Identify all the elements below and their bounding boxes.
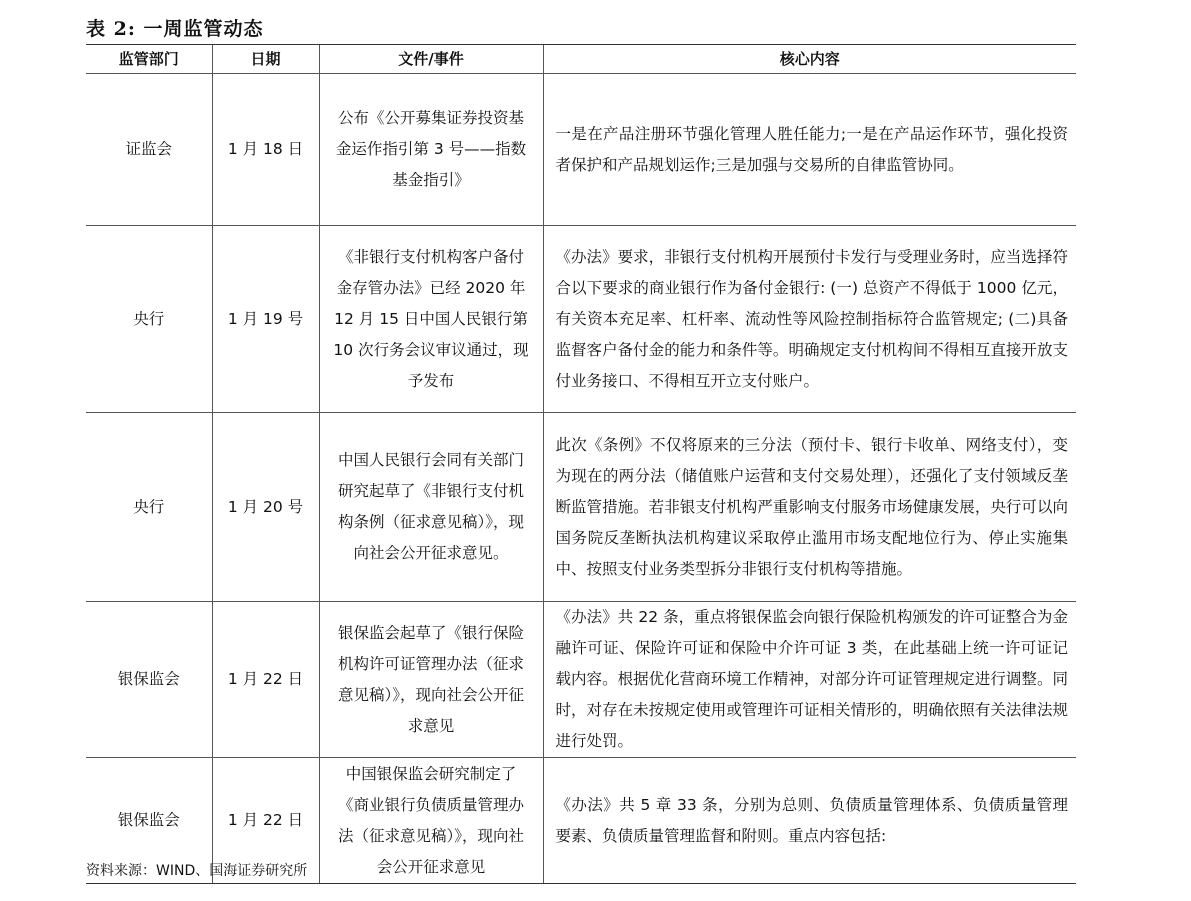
table-row xyxy=(86,226,1076,413)
cell-date: 1 月 22 日 xyxy=(212,758,319,884)
table-row xyxy=(86,413,1076,602)
cell-date: 1 月 20 号 xyxy=(212,413,319,602)
cell-doc: 公布《公开募集证券投资基金运作指引第 3 号——指数基金指引》 xyxy=(319,74,543,226)
cell-doc: 《非银行支付机构客户备付金存管办法》已经 2020 年 12 月 15 日中国人民银行第 10 次行务会议审议通过，现予发布 xyxy=(319,226,543,413)
cell-dept: 证监会 xyxy=(86,74,212,226)
table-header-row xyxy=(86,45,1076,74)
cell-dept: 银保监会 xyxy=(86,758,212,884)
cell-dept: 银保监会 xyxy=(86,602,212,758)
header-date: 日期 xyxy=(212,45,319,74)
regulatory-table xyxy=(86,45,1076,884)
table-row xyxy=(86,74,1076,226)
cell-content: 《办法》要求，非银行支付机构开展预付卡发行与受理业务时，应当选择符合以下要求的商业银行作为备付金银行: (一) 总资产不得低于 1000 亿元，有关资本充足率、杠杆率、流动性等风险控制指标符合监管规定; (二)具备监督客户备付金的能力和条件等。明确规定支付机构间不得相互直接开放支付业务接口、不得相互开立支付账户。 xyxy=(543,226,1076,413)
cell-date: 1 月 18 日 xyxy=(212,74,319,226)
table-row xyxy=(86,602,1076,758)
cell-content: 《办法》共 5 章 33 条，分别为总则、负债质量管理体系、负债质量管理要素、负债质量管理监督和附则。重点内容包括: xyxy=(543,758,1076,884)
table-title: 表 2: 一周监管动态 xyxy=(86,18,264,40)
source-note: 资料来源：WIND、国海证券研究所 xyxy=(86,863,308,879)
cell-doc: 中国银保监会研究制定了《商业银行负债质量管理办法（征求意见稿）》，现向社会公开征求意见 xyxy=(319,758,543,884)
cell-content: 《办法》共 22 条，重点将银保监会向银行保险机构颁发的许可证整合为金融许可证、保险许可证和保险中介许可证 3 类，在此基础上统一许可证记载内容。根据优化营商环境工作精神，对部分许可证管理规定进行调整。同时，对存在未按规定使用或管理许可证相关情形的，明确依照有关法律法规进行处罚。 xyxy=(543,602,1076,758)
cell-dept: 央行 xyxy=(86,413,212,602)
cell-date: 1 月 22 日 xyxy=(212,602,319,758)
cell-doc: 中国人民银行会同有关部门研究起草了《非银行支付机构条例（征求意见稿）》，现向社会公开征求意见。 xyxy=(319,413,543,602)
cell-content: 此次《条例》不仅将原来的三分法（预付卡、银行卡收单、网络支付），变为现在的两分法（储值账户运营和支付交易处理），还强化了支付领域反垄断监管措施。若非银支付机构严重影响支付服务市场健康发展，央行可以向国务院反垄断执法机构建议采取停止滥用市场支配地位行为、停止实施集中、按照支付业务类型拆分非银行支付机构等措施。 xyxy=(543,413,1076,602)
cell-date: 1 月 19 号 xyxy=(212,226,319,413)
header-dept: 监管部门 xyxy=(86,45,212,74)
header-doc: 文件/事件 xyxy=(319,45,543,74)
cell-doc: 银保监会起草了《银行保险机构许可证管理办法（征求意见稿）》，现向社会公开征求意见 xyxy=(319,602,543,758)
header-content: 核心内容 xyxy=(543,45,1076,74)
cell-dept: 央行 xyxy=(86,226,212,413)
cell-content: 一是在产品注册环节强化管理人胜任能力;一是在产品运作环节，强化投资者保护和产品规划运作;三是加强与交易所的自律监管协同。 xyxy=(543,74,1076,226)
